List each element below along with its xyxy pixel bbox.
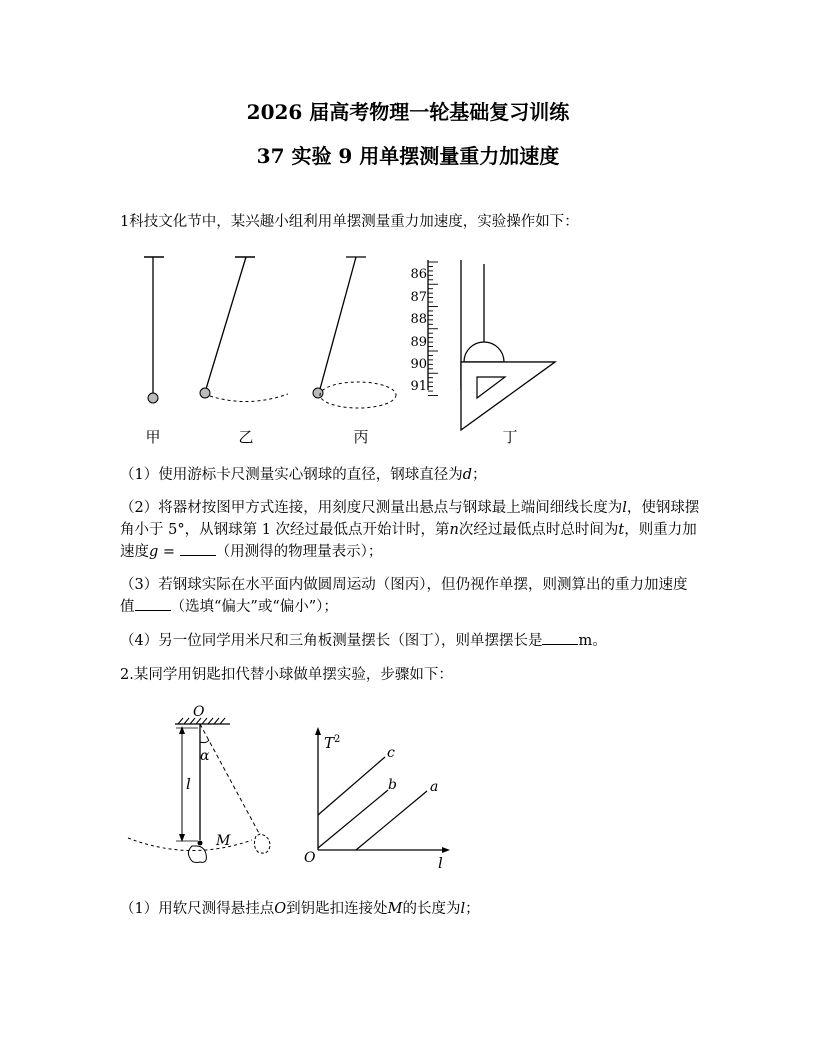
graph-y-label: $T^2$ (324, 734, 341, 752)
line-c (318, 757, 385, 815)
graph-x-label: l (438, 854, 443, 872)
ruler-label: 88 (410, 312, 427, 327)
title-line-1: 2026 届高考物理一轮基础复习训练 (246, 100, 570, 124)
swing-arc-yi (210, 394, 288, 402)
ruler-label: 91 (410, 379, 427, 394)
key-pendulum-figure (120, 700, 460, 875)
answer-blank[interactable] (135, 596, 171, 611)
question-1-part-2: （2）将器材按图甲方式连接，用刻度尺测量出悬点与钢球最上端间细线长度为l，使钢球摆角小于 5°，从钢球第 1 次经过最低点开始计时，第n次经过最低点时总时间为t，则重力加速度g = （用测得的物理量表示）； (120, 500, 700, 560)
line-label-a: a (430, 779, 439, 795)
fig-label-yi: 乙 (238, 428, 254, 446)
key-displaced (254, 834, 270, 853)
string-bing (320, 257, 356, 389)
fig-label-ding: 丁 (502, 428, 518, 446)
question-2-stem: 2.某同学用钥匙扣代替小球做单摆实验，步骤如下： (120, 667, 453, 683)
line-label-b: b (388, 777, 397, 793)
fig-label-bing: 丙 (353, 428, 369, 446)
label-l: l (186, 775, 191, 793)
circle-path-bing (320, 382, 396, 408)
ruler-label: 87 (410, 290, 427, 305)
triangle-ruler (461, 362, 555, 430)
fig-label-jia: 甲 (145, 428, 161, 446)
key-bottom (188, 846, 206, 863)
ruler-label: 86 (410, 267, 427, 282)
ball-yi (200, 388, 210, 398)
half-ball-ding (464, 342, 504, 362)
line-a (356, 791, 427, 850)
pendulum-figures (130, 250, 570, 450)
line-label-c: c (387, 745, 395, 761)
answer-blank[interactable] (542, 630, 578, 645)
question-1-part-4: （4）另一位同学用米尺和三角板测量摆长（图丁），则单摆摆长是 m。 (120, 630, 700, 652)
string-yi (206, 257, 246, 389)
ball-jia (148, 393, 158, 403)
question-1-part-3: （3）若钢球实际在水平面内做圆周运动（图丙），但仍视作单摆，则测算出的重力加速度值 （选填“偏大”或“偏小”）； (120, 577, 688, 615)
label-O: O (193, 704, 205, 720)
ruler-ticks (428, 262, 438, 396)
label-alpha: α (200, 748, 210, 764)
question-2-part-1: （1）用软尺测得悬挂点O到钥匙扣连接处M的长度为l； (120, 901, 480, 917)
question-1-part-1: （1）使用游标卡尺测量实心钢球的直径，钢球直径为d； (120, 467, 487, 483)
ball-bing (313, 388, 323, 398)
question-1-stem: 1科技文化节中，某兴趣小组利用单摆测量重力加速度，实验操作如下： (120, 214, 579, 230)
ruler-label: 90 (410, 357, 427, 372)
ruler-label: 89 (410, 335, 427, 350)
label-M: M (216, 833, 231, 849)
graph-origin: O (304, 850, 316, 866)
title-line-2: 37 实验 9 用单摆测量重力加速度 (256, 144, 560, 168)
answer-blank[interactable] (180, 541, 216, 556)
line-b (318, 790, 388, 848)
